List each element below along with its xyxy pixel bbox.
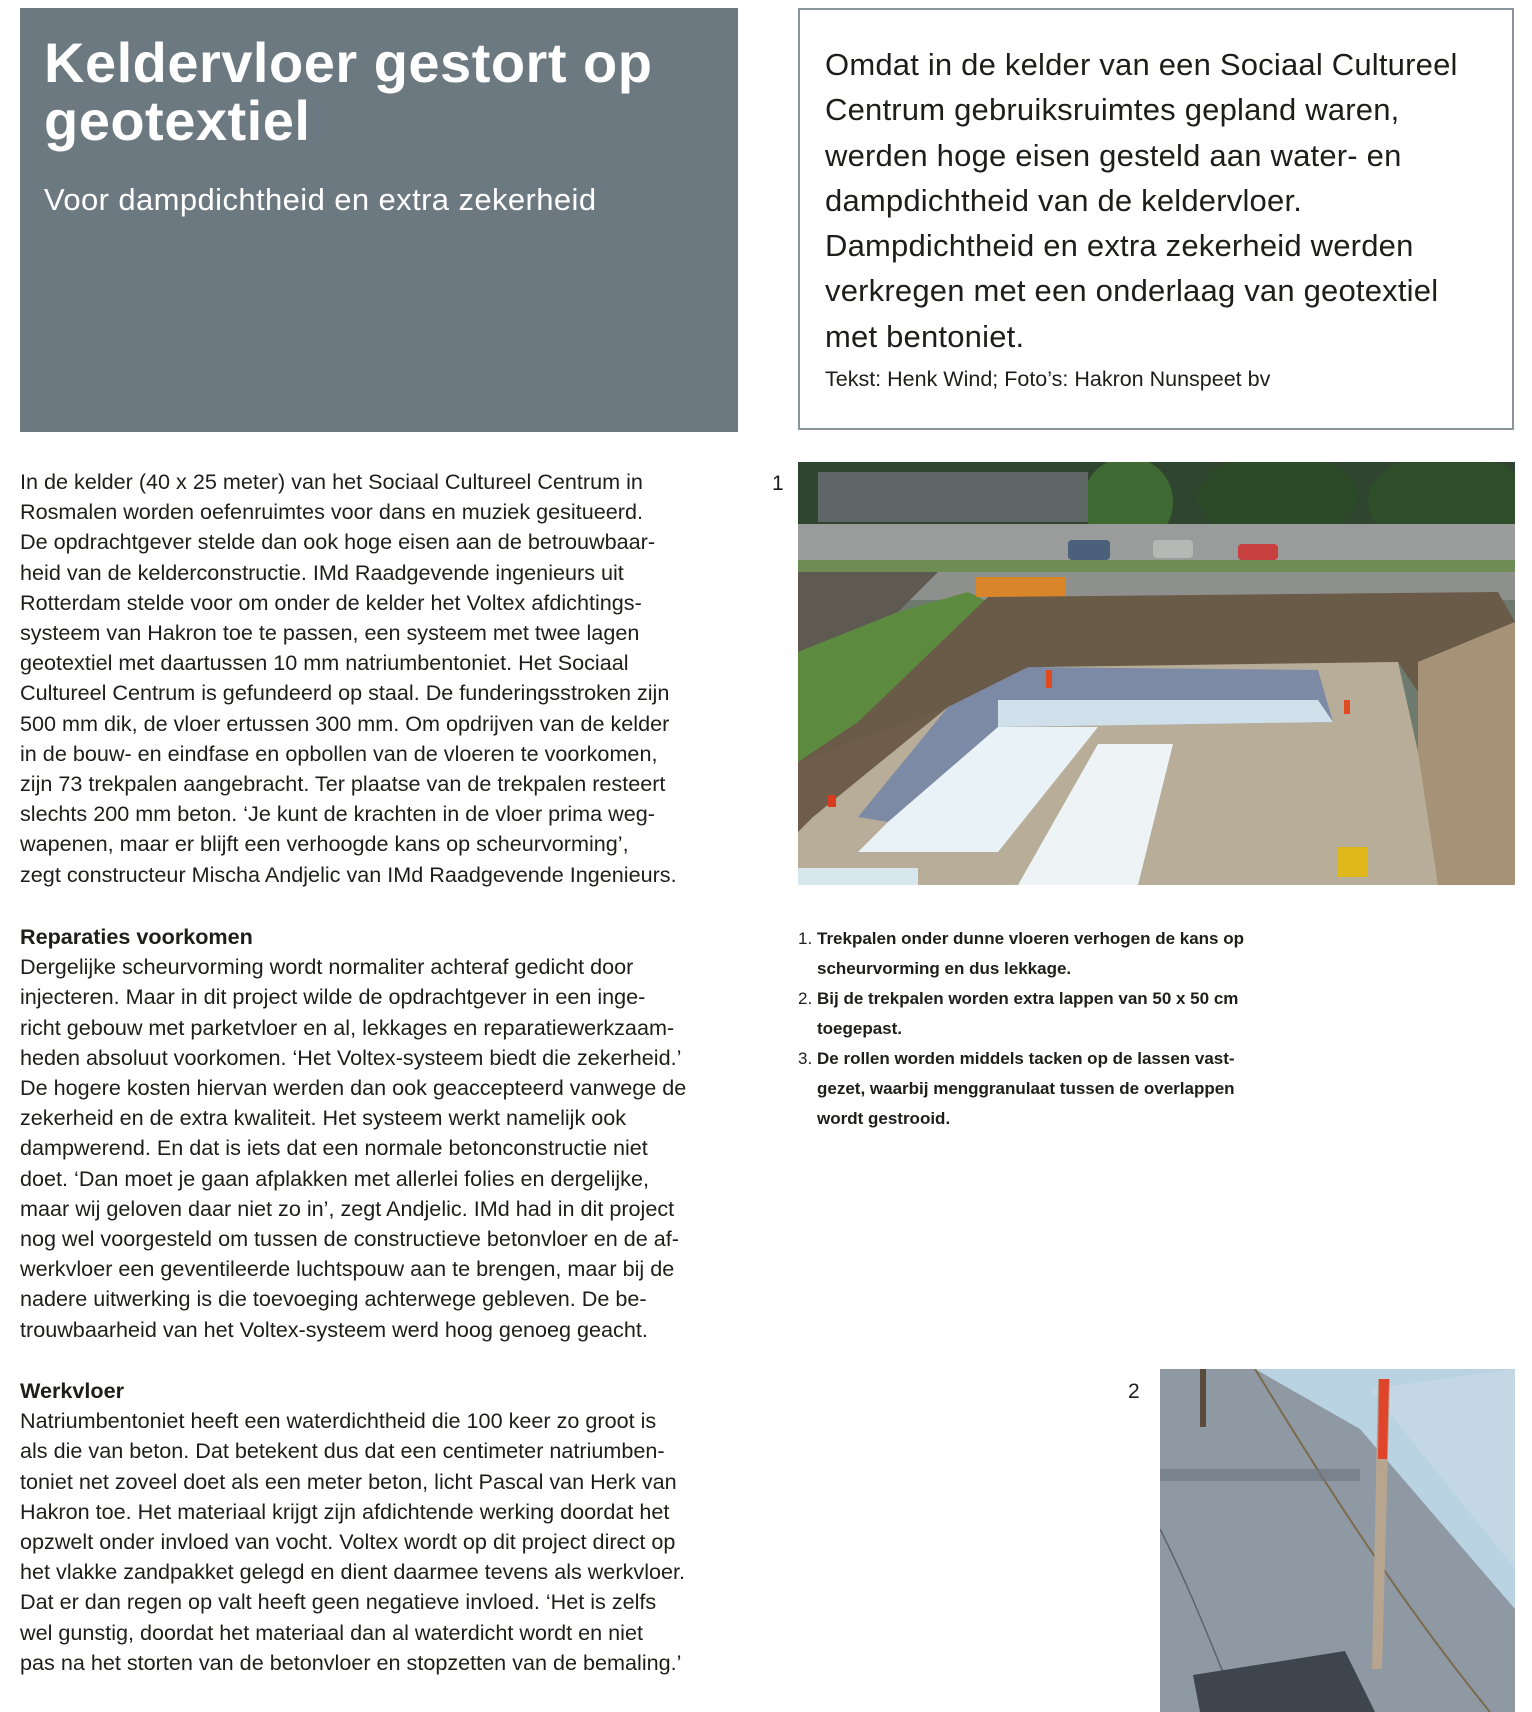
intro-line: met bentoniet.	[825, 318, 1025, 354]
text-line: dampwerend. En dat is iets dat een normale betonconstructie niet	[20, 1135, 648, 1161]
text-line: Rosmalen worden oefenruimtes voor dans en muziek gesitueerd.	[20, 499, 643, 525]
text-line: zekerheid en de extra kwaliteit. Het systeem werkt namelijk ook	[20, 1105, 627, 1131]
intro-text	[825, 42, 1505, 359]
text-line: slechts 200 mm beton. ‘Je kunt de krachten in de vloer prima weg-	[20, 801, 655, 827]
paragraph	[20, 467, 742, 890]
caption-item	[798, 924, 1278, 984]
geotextile-closeup-image	[1160, 1369, 1515, 1712]
caption-number: 2.	[798, 989, 813, 1008]
text-line: Natriumbentoniet heeft een waterdichtheid die 100 keer zo groot is	[20, 1408, 657, 1434]
text-line: trouwbaarheid van het Voltex-systeem werd hoog genoeg geacht.	[20, 1316, 648, 1342]
text-line: Dergelijke scheurvorming wordt normaliter achteraf gedicht door	[20, 954, 634, 980]
caption-line: wordt gestrooid.	[817, 1109, 951, 1128]
text-line: zegt constructeur Mischa Andjelic van IMd Raadgevende Ingenieurs.	[20, 861, 677, 887]
text-line: Cultureel Centrum is gefundeerd op staal. De funderingsstroken zijn	[20, 680, 670, 706]
intro-line: verkregen met een onderlaag van geotextiel	[825, 273, 1439, 309]
text-line: nadere uitwerking is die toevoeging achterwege gebleven. De be-	[20, 1286, 647, 1312]
title-block	[20, 8, 738, 432]
intro-box	[798, 8, 1514, 430]
text-line: als die van beton. Dat betekent dus dat een centimeter natriumben-	[20, 1438, 665, 1464]
text-line: opzwelt onder invloed van vocht. Voltex wordt op dit project direct op	[20, 1529, 676, 1555]
text-line: werkvloer een geventileerde luchtspouw aan te brengen, maar bij de	[20, 1256, 675, 1282]
text-line: doet. ‘Dan moet je gaan afplakken met allerlei folies en dergelijke,	[20, 1165, 649, 1191]
text-line: pas na het storten van de betonvloer en stopzetten van de bemaling.’	[20, 1649, 682, 1675]
text-line: richt gebouw met parketvloer en al, lekkages en reparatiewerkzaam-	[20, 1014, 675, 1040]
intro-line: dampdichtheid van de keldervloer.	[825, 182, 1303, 218]
text-line: toniet net zoveel doet als een meter beton, licht Pascal van Herk van	[20, 1468, 677, 1494]
figure-2-photo	[1160, 1369, 1515, 1712]
figure-2-number: 2	[1128, 1380, 1140, 1403]
article-paragraph-1	[20, 467, 742, 890]
figure-captions	[798, 924, 1278, 1134]
caption-text	[817, 984, 1278, 1044]
section-werkvloer	[20, 1376, 742, 1678]
text-line: De hogere kosten hiervan werden dan ook geaccepteerd vanwege de	[20, 1075, 687, 1101]
caption-number: 3.	[798, 1049, 813, 1068]
text-line: 500 mm dik, de vloer ertussen 300 mm. Om opdrijven van de kelder	[20, 710, 670, 736]
credits: Tekst: Henk Wind; Foto’s: Hakron Nunspeet bv	[825, 367, 1271, 391]
caption-text	[817, 1044, 1278, 1134]
caption-line: Trekpalen onder dunne vloeren verhogen de kans op	[817, 929, 1244, 948]
text-line: In de kelder (40 x 25 meter) van het Sociaal Cultureel Centrum in	[20, 469, 643, 494]
text-line: in de bouw- en eindfase en opbollen van de vloeren te voorkomen,	[20, 740, 658, 766]
subtitle: Voor dampdichtheid en extra zekerheid	[44, 182, 597, 217]
text-line: Dat er dan regen op valt heeft geen negatieve invloed. ‘Het is zelfs	[20, 1589, 657, 1615]
text-line: wel gunstig, doordat het materiaal dan al waterdicht wordt en niet	[20, 1619, 643, 1645]
figure-1-number: 1	[772, 472, 784, 495]
caption-line: scheurvorming en dus lekkage.	[817, 959, 1072, 978]
caption-item	[798, 1044, 1278, 1134]
text-line: nog wel voorgesteld om tussen de constructieve betonvloer en de af-	[20, 1226, 679, 1252]
construction-pit-image	[798, 462, 1515, 885]
caption-line: gezet, waarbij menggranulaat tussen de overlappen	[817, 1079, 1235, 1098]
text-line: geotextiel met daartussen 10 mm natriumbentoniet. Het Sociaal	[20, 650, 629, 676]
text-line: wapenen, maar er blijft een verhoogde kans op scheurvorming’,	[20, 831, 629, 857]
text-line: systeem van Hakron toe te passen, een systeem met twee lagen	[20, 620, 640, 646]
caption-text	[817, 924, 1278, 984]
title-line-1: Keldervloer gestort op	[44, 31, 653, 94]
text-line: het vlakke zandpakket gelegd en dient daarmee tevens als werkvloer.	[20, 1559, 686, 1585]
figure-1-photo	[798, 462, 1515, 885]
text-line: De opdrachtgever stelde dan ook hoge eisen aan de betrouwbaar-	[20, 529, 656, 555]
text-line: Hakron toe. Het materiaal krijgt zijn afdichtende werking doordat het	[20, 1498, 670, 1524]
intro-line: Dampdichtheid en extra zekerheid werden	[825, 228, 1414, 264]
section-heading: Reparaties voorkomen	[20, 924, 253, 949]
caption-item	[798, 984, 1278, 1044]
section-reparaties	[20, 922, 742, 1345]
text-line: injecteren. Maar in dit project wilde de opdrachtgever in een inge-	[20, 984, 646, 1010]
text-line: zijn 73 trekpalen aangebracht. Ter plaatse van de trekpalen resteert	[20, 771, 666, 797]
text-line: Rotterdam stelde voor om onder de kelder het Voltex afdichtings-	[20, 589, 642, 615]
paragraph	[20, 952, 742, 1345]
caption-line: toegepast.	[817, 1019, 903, 1038]
text-line: heid van de kelderconstructie. IMd Raadgevende ingenieurs uit	[20, 559, 624, 585]
text-line: maar wij geloven daar niet zo in’, zegt Andjelic. IMd had in dit project	[20, 1195, 675, 1221]
text-line: heden absoluut voorkomen. ‘Het Voltex-systeem biedt die zekerheid.’	[20, 1044, 682, 1070]
title-line-2: geotextiel	[44, 89, 311, 152]
intro-line: Omdat in de kelder van een Sociaal Cultureel	[825, 47, 1458, 82]
page-title	[44, 31, 724, 152]
caption-line: De rollen worden middels tacken op de lassen vast-	[817, 1049, 1235, 1068]
paragraph	[20, 1406, 742, 1678]
caption-line: Bij de trekpalen worden extra lappen van 50 x 50 cm	[817, 989, 1239, 1008]
caption-number: 1.	[798, 929, 813, 948]
intro-line: werden hoge eisen gesteld aan water- en	[825, 137, 1402, 173]
section-heading: Werkvloer	[20, 1378, 125, 1403]
intro-line: Centrum gebruiksruimtes gepland waren,	[825, 92, 1400, 128]
